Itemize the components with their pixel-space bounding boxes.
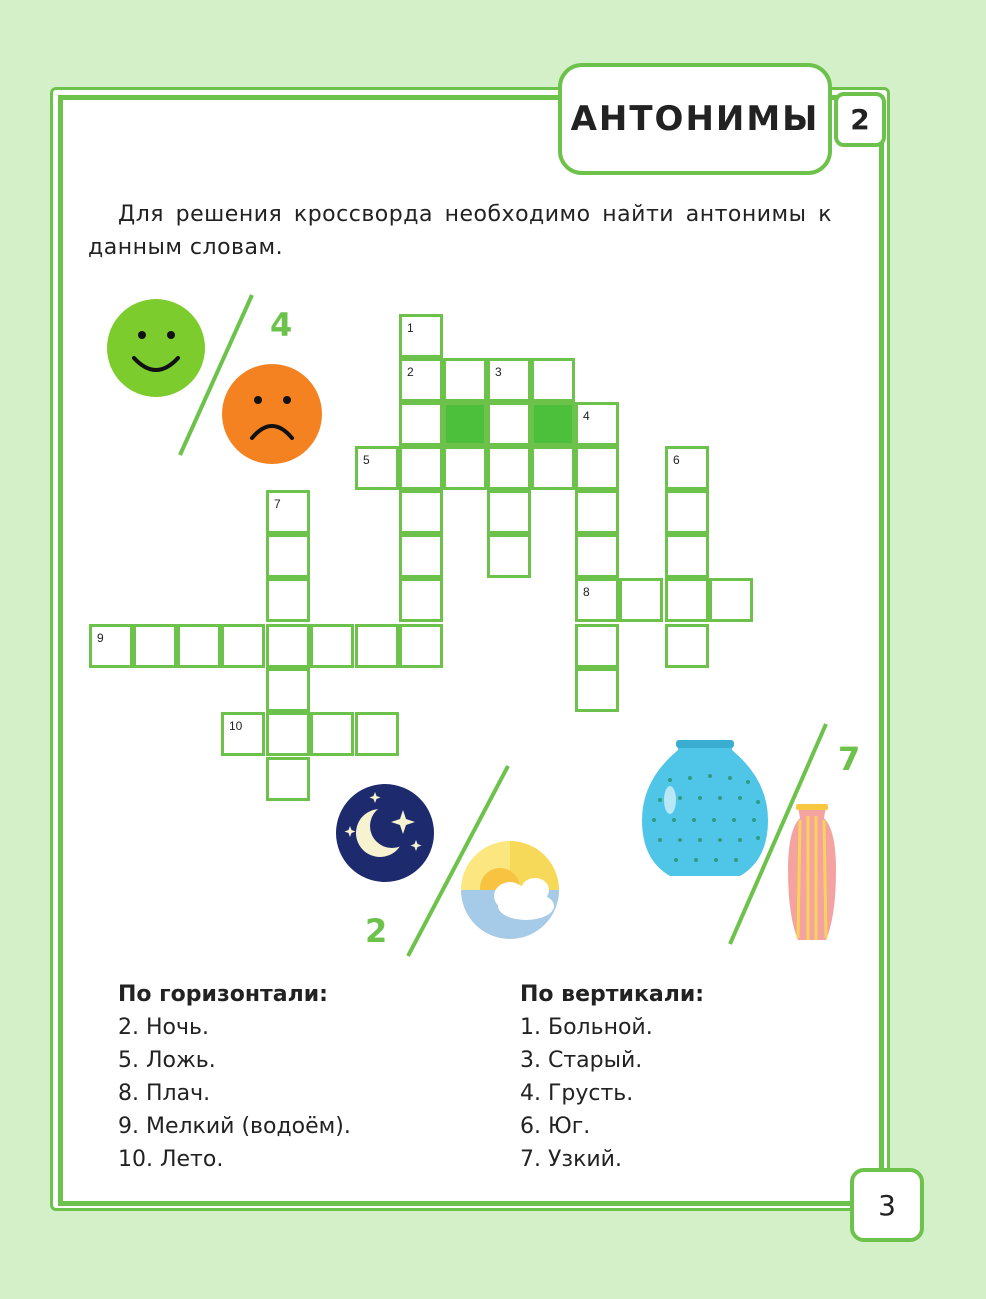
clue-number: 10 xyxy=(229,719,243,733)
clue-number: 3 xyxy=(495,365,502,379)
crossword-cell[interactable] xyxy=(355,624,399,668)
horizontal-clues xyxy=(118,978,351,1176)
crossword-cell[interactable] xyxy=(531,358,575,402)
crossword-filled-cell xyxy=(443,402,487,446)
clue-number: 9 xyxy=(97,631,104,645)
crossword-cell[interactable] xyxy=(575,624,619,668)
sad-face-icon xyxy=(222,364,322,464)
crossword-cell[interactable] xyxy=(665,624,709,668)
happy-sad-faces-illustration xyxy=(100,290,340,470)
crossword-cell[interactable] xyxy=(531,446,575,490)
crossword-cell[interactable] xyxy=(487,534,531,578)
crossword-cell[interactable] xyxy=(575,446,619,490)
instructions-text: Для решения кроссворда необходимо найти антонимы к данным словам. xyxy=(88,202,832,260)
page-number: 3 xyxy=(850,1168,924,1242)
crossword-cell[interactable] xyxy=(266,490,310,534)
clue-item: 5. Ложь. xyxy=(118,1048,216,1073)
crossword-cell[interactable] xyxy=(487,402,531,446)
vertical-clues-title: По вертикали: xyxy=(520,982,705,1007)
faces-hint-letters: 4 xyxy=(270,306,293,344)
clue-number: 5 xyxy=(363,453,370,467)
crossword-cell[interactable] xyxy=(399,446,443,490)
vases-illustration xyxy=(640,720,870,950)
crossword-filled-cell xyxy=(531,402,575,446)
clue-item: 1. Больной. xyxy=(520,1015,653,1040)
crossword-cell[interactable] xyxy=(266,712,310,756)
vases-hint-letters: 7 xyxy=(838,740,861,778)
crossword-cell[interactable] xyxy=(89,624,133,668)
clue-number: 1 xyxy=(407,321,414,335)
clue-item: 10. Лето. xyxy=(118,1147,224,1172)
crossword-cell[interactable] xyxy=(133,624,177,668)
clue-item: 8. Плач. xyxy=(118,1081,211,1106)
crossword-cell[interactable] xyxy=(443,446,487,490)
crossword-cell[interactable] xyxy=(487,490,531,534)
clue-item: 7. Узкий. xyxy=(520,1147,622,1172)
crossword-cell[interactable] xyxy=(266,534,310,578)
crossword-cell[interactable] xyxy=(399,534,443,578)
crossword-cell[interactable] xyxy=(355,712,399,756)
crossword-cell[interactable] xyxy=(619,578,663,622)
crossword-cell[interactable] xyxy=(399,314,443,358)
crossword-cell[interactable] xyxy=(575,534,619,578)
vertical-clues xyxy=(520,978,704,1176)
crossword-cell[interactable] xyxy=(177,624,221,668)
crossword-cell[interactable] xyxy=(266,578,310,622)
crossword-cell[interactable] xyxy=(399,578,443,622)
crossword-cell[interactable] xyxy=(443,358,487,402)
crossword-cell[interactable] xyxy=(575,578,619,622)
crossword-cell[interactable] xyxy=(665,490,709,534)
crossword-cell[interactable] xyxy=(221,624,265,668)
day-night-hint-letters: 2 xyxy=(365,912,388,950)
clue-number: 8 xyxy=(583,585,590,599)
crossword-cell[interactable] xyxy=(575,668,619,712)
crossword-cell[interactable] xyxy=(266,668,310,712)
clue-item: 3. Старый. xyxy=(520,1048,643,1073)
big-vase-icon xyxy=(642,742,768,876)
clue-item: 9. Мелкий (водоём). xyxy=(118,1114,351,1139)
clue-item: 4. Грусть. xyxy=(520,1081,634,1106)
crossword-cell[interactable] xyxy=(399,402,443,446)
narrow-vase-icon xyxy=(788,806,836,940)
crossword-cell[interactable] xyxy=(665,446,709,490)
crossword-cell[interactable] xyxy=(310,624,354,668)
clue-number: 2 xyxy=(407,365,414,379)
happy-face-icon xyxy=(107,299,205,397)
crossword-cell[interactable] xyxy=(399,358,443,402)
horizontal-clues-title: По горизонтали: xyxy=(118,982,328,1007)
lesson-number: 2 xyxy=(834,92,886,147)
crossword-cell[interactable] xyxy=(221,712,265,756)
clue-item: 2. Ночь. xyxy=(118,1015,209,1040)
crossword-cell[interactable] xyxy=(399,624,443,668)
crossword-cell[interactable] xyxy=(355,446,399,490)
crossword-cell[interactable] xyxy=(575,490,619,534)
crossword-cell[interactable] xyxy=(399,490,443,534)
clue-item: 6. Юг. xyxy=(520,1114,591,1139)
crossword-cell[interactable] xyxy=(266,624,310,668)
clue-number: 6 xyxy=(673,453,680,467)
clue-number: 7 xyxy=(274,497,281,511)
clue-number: 4 xyxy=(583,409,590,423)
crossword-cell[interactable] xyxy=(266,757,310,801)
crossword-cell[interactable] xyxy=(310,712,354,756)
crossword-cell[interactable] xyxy=(665,578,709,622)
crossword-cell[interactable] xyxy=(487,358,531,402)
crossword-cell[interactable] xyxy=(665,534,709,578)
crossword-cell[interactable] xyxy=(709,578,753,622)
crossword-cell[interactable] xyxy=(575,402,619,446)
page-title: АНТОНИМЫ xyxy=(558,63,832,175)
crossword-cell[interactable] xyxy=(487,446,531,490)
